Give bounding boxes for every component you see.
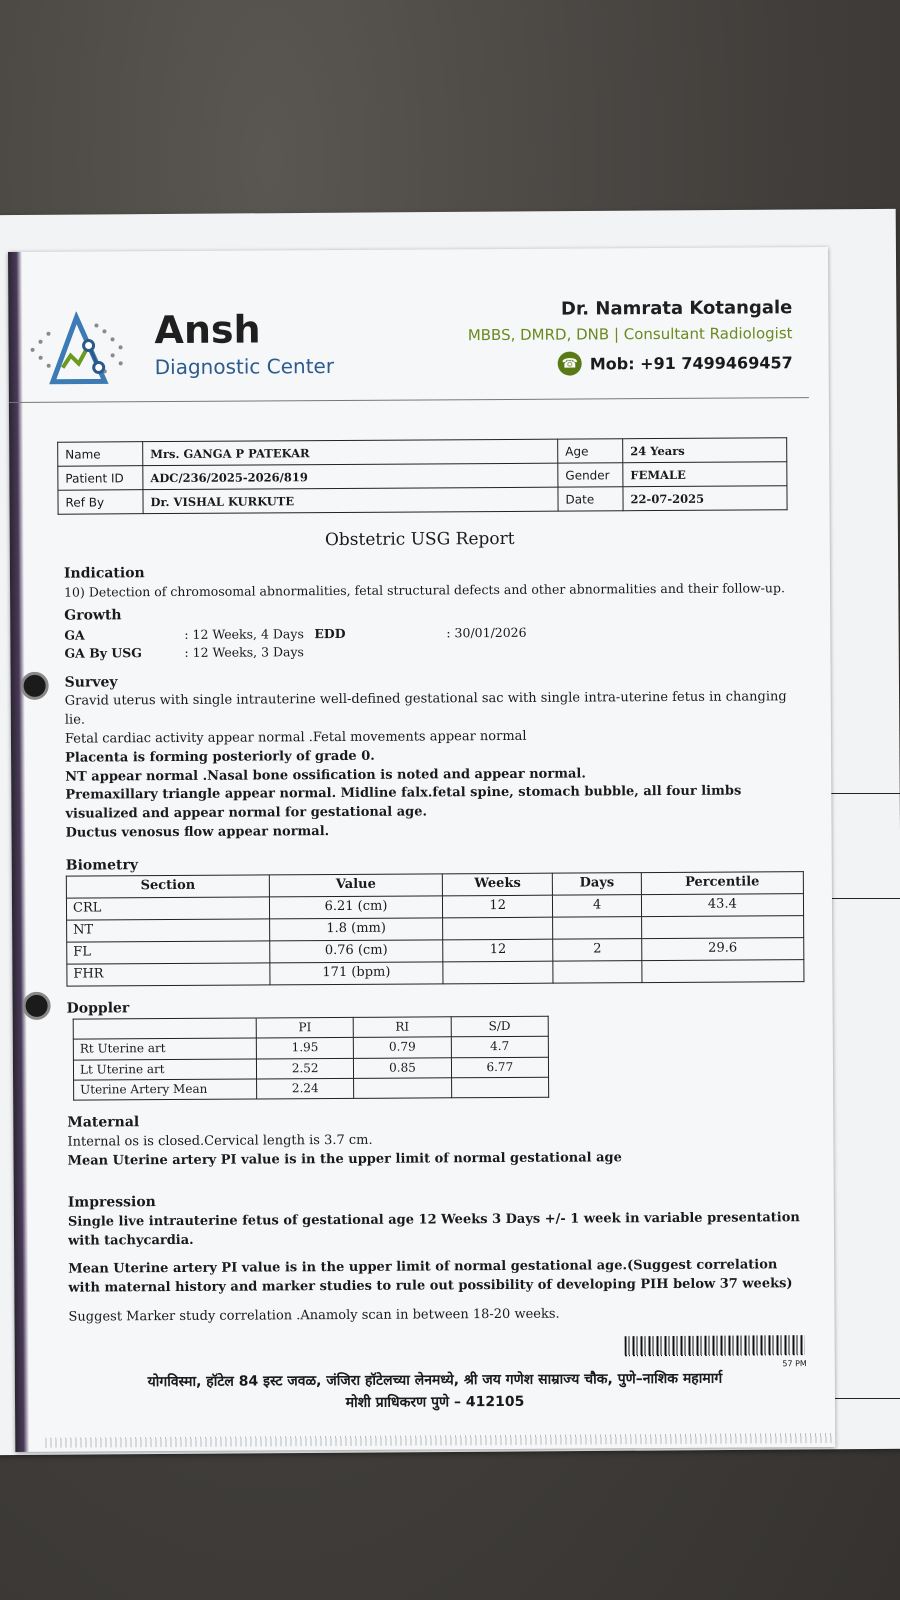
maternal-line-1: Internal os is closed.Cervical length is 3.7 cm. [67, 1132, 373, 1150]
doctor-degree: MBBS, DMRD, DNB | Consultant Radiologist [467, 324, 793, 345]
address-line-1: योगविस्मा, हॉटेल 84 इस्ट जवळ, जंजिरा हॉटेलच्या लेनमध्ये, श्री जय गणेश साम्राज्य चौक, पुणे–नाशिक महामार्ग [147, 1370, 723, 1391]
doppler-header-ri: RI [354, 1017, 451, 1038]
table-cell: CRL [66, 897, 269, 920]
table-row [67, 959, 804, 985]
table-row [74, 1077, 549, 1100]
doctor-name: Dr. Namrata Kotangale [560, 297, 793, 320]
patient-id-value: ADC/236/2025-2026/819 [143, 463, 558, 490]
table-cell: 0.76 (cm) [270, 940, 443, 963]
report-body [64, 555, 809, 1327]
maternal-heading: Maternal [67, 1114, 140, 1132]
doctor-mobile [468, 350, 793, 376]
doppler-header-pi: PI [256, 1017, 353, 1038]
gender-value: FEMALE [623, 462, 787, 487]
doppler-heading: Doppler [66, 999, 130, 1017]
table-cell [354, 1078, 451, 1099]
patient-info-table [57, 437, 787, 514]
biometry-header-section: Section [66, 875, 269, 898]
table-row [73, 1057, 548, 1080]
date-value: 22-07-2025 [623, 486, 787, 511]
ga-value: : 12 Weeks, 4 Days [184, 625, 304, 642]
table-cell: 171 (bpm) [270, 962, 443, 985]
table-cell: 6.77 [451, 1057, 548, 1078]
impression-line-1: Single live intrauterine fetus of gestational age 12 Weeks 3 Days +/- 1 week in variable presentation with tachycardia. [67, 1209, 800, 1249]
brand-sub-1: Diagnostic [154, 354, 261, 380]
edd-value: : 30/01/2026 [446, 624, 527, 641]
table-cell [642, 959, 804, 982]
survey-line-4: NT appear normal .Nasal bone ossification is noted and appear normal. [65, 766, 586, 785]
brand-name: Ansh [154, 307, 261, 353]
table-cell: 4 [553, 895, 642, 917]
report-title: Obstetric USG Report [324, 528, 515, 551]
impression-line-2: Mean Uterine artery PI value is in the upper limit of normal gestational age.(Suggest correlation with maternal history and marker studies to rule out possibility of developing PIH below 37 weeks) [68, 1257, 793, 1296]
ga-usg-label: GA By USG [64, 645, 143, 661]
table-cell: 0.85 [354, 1057, 451, 1078]
table-cell: 1.95 [256, 1038, 353, 1059]
age-label: Age [558, 439, 623, 463]
indication-text: 10) Detection of chromosomal abnormalities, fetal structural defects and other abnormalities and their follow-up. [64, 580, 785, 600]
biometry-header-percentile: Percentile [641, 872, 803, 895]
punch-hole [21, 672, 49, 700]
brand-subtitle [155, 354, 334, 379]
barcode [625, 1335, 805, 1356]
edd-label: EDD [314, 625, 346, 641]
growth-grid [64, 622, 804, 663]
footer-address [65, 1367, 805, 1416]
table-cell [443, 917, 554, 940]
biometry-header-weeks: Weeks [442, 873, 553, 896]
survey-line-3: Placenta is forming posteriorly of grade 0. [65, 748, 375, 766]
table-cell: 2.24 [257, 1078, 354, 1099]
doppler-header-sd: S/D [451, 1016, 548, 1037]
table-cell [553, 960, 642, 982]
table-cell: 6.21 (cm) [269, 896, 442, 919]
maternal-line-2: Mean Uterine artery PI value is in the upper limit of normal gestational age [67, 1149, 622, 1169]
survey-line-2: Fetal cardiac activity appear normal .Fetal movements appear normal [64, 728, 527, 747]
ga-usg-value: : 12 Weeks, 3 Days [184, 644, 305, 660]
ansh-logo-icon [24, 311, 134, 392]
table-cell: FHR [67, 963, 270, 986]
table-cell: 43.4 [641, 894, 803, 917]
biometry-heading: Biometry [65, 857, 138, 874]
doctor-info [468, 297, 793, 376]
brand-sub-2: Center [266, 354, 335, 379]
table-cell: 4.7 [451, 1036, 548, 1057]
table-cell [641, 916, 803, 939]
impression-heading: Impression [67, 1194, 156, 1212]
table-cell: Lt Uterine art [73, 1059, 256, 1081]
address-line-2: मोशी प्राधिकरण पुणे – 412105 [345, 1394, 525, 1412]
ref-by-value: Dr. VISHAL KURKUTE [143, 487, 558, 514]
survey-line-6: Ductus venosus flow appear normal. [65, 824, 330, 841]
table-cell: 2.52 [256, 1058, 353, 1079]
age-value: 24 Years [623, 438, 787, 463]
growth-heading: Growth [64, 607, 122, 625]
table-cell: 0.79 [354, 1037, 451, 1058]
name-label: Name [58, 442, 143, 467]
table-cell: Rt Uterine art [73, 1038, 256, 1060]
table-cell: 12 [443, 939, 554, 962]
punch-hole [23, 992, 51, 1020]
ref-by-label: Ref By [58, 490, 143, 515]
print-time: 57 PM [782, 1359, 807, 1369]
date-label: Date [558, 487, 623, 511]
impression-line-3: Suggest Marker study correlation .Anamoly scan in between 18-20 weeks. [68, 1306, 560, 1325]
indication-heading: Indication [63, 565, 145, 582]
survey-line-1: Gravid uterus with single intrauterine well-defined gestational sac with single intra-uterine fetus in changing lie. [64, 689, 787, 728]
ga-label: GA [64, 627, 85, 643]
table-cell: 2 [553, 938, 642, 960]
header-divider [9, 397, 809, 403]
table-cell: NT [67, 919, 270, 942]
table-cell: 12 [442, 895, 553, 918]
table-cell [553, 917, 642, 939]
doppler-header-blank [73, 1018, 256, 1040]
brand [154, 307, 335, 380]
survey-line-5: Premaxillary triangle appear normal. Midline falx.fetal spine, stomach bubble, all four limbs visualized and appear normal for gestational age. [65, 784, 742, 822]
table-cell: Uterine Artery Mean [74, 1079, 257, 1101]
perforation-edge [45, 1433, 835, 1448]
gender-label: Gender [558, 463, 623, 487]
table-cell: 1.8 (mm) [270, 918, 443, 941]
biometry-table [66, 871, 805, 986]
table-row [73, 1036, 548, 1059]
patient-id-label: Patient ID [58, 466, 143, 491]
doppler-table [73, 1016, 549, 1101]
table-cell: 29.6 [641, 937, 803, 960]
table-cell [443, 961, 554, 984]
biometry-header-days: Days [553, 873, 642, 895]
biometry-header-value: Value [269, 874, 442, 897]
mobile-number: Mob: +91 7499469457 [589, 352, 793, 373]
phone-icon: ☎ [558, 351, 582, 375]
survey-heading: Survey [64, 674, 118, 691]
report-page [8, 247, 835, 1452]
table-cell [451, 1077, 548, 1098]
name-value: Mrs. GANGA P PATEKAR [143, 439, 558, 466]
table-cell: FL [67, 941, 270, 964]
